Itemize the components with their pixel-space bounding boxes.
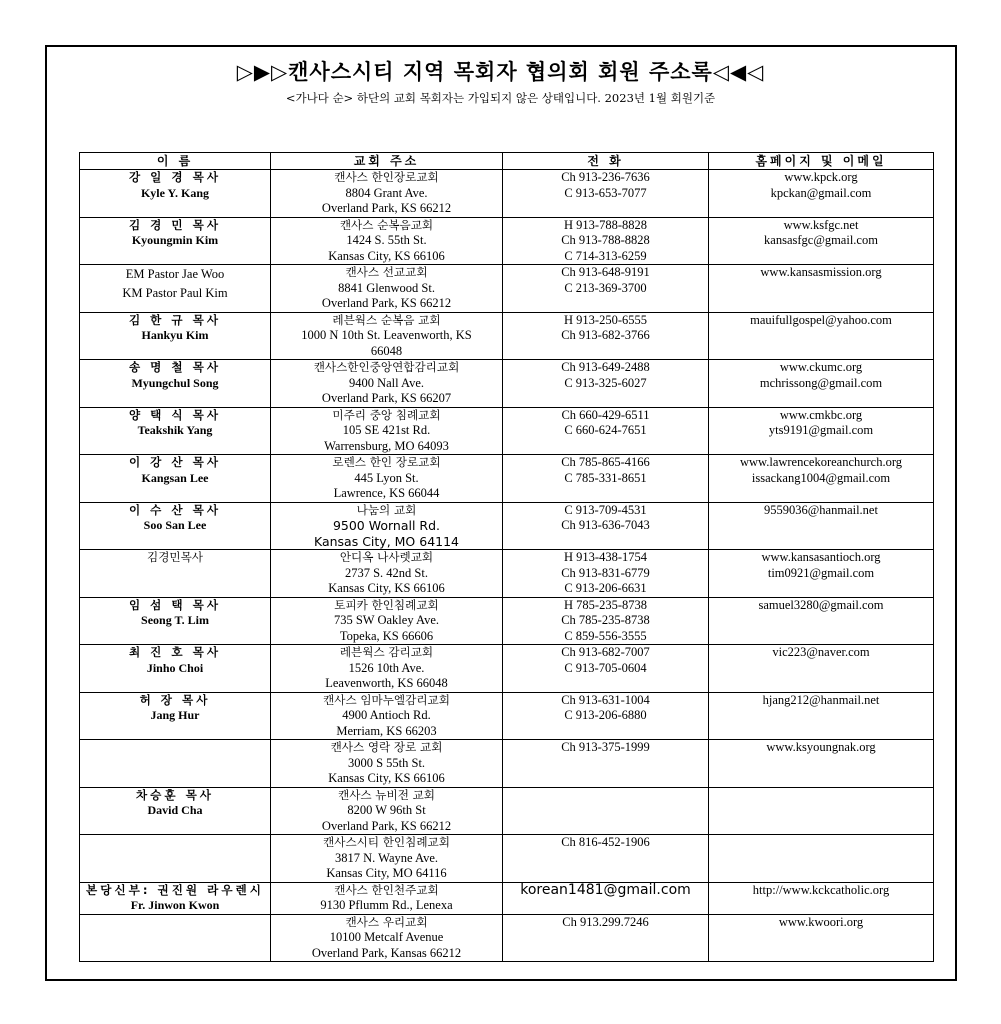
phone-cell: [503, 170, 709, 218]
name-cell: [80, 882, 271, 914]
pastor-name-english: David Cha: [147, 803, 203, 817]
church-cell: [271, 787, 503, 835]
pastor-name-korean: [82, 693, 268, 709]
phone-cell: [503, 740, 709, 788]
church-name: 캔사스한인중앙연합감리교회: [313, 360, 460, 374]
church-street: 4900 Antioch Rd.: [342, 708, 431, 722]
homepage-or-email: mauifullgospel@yahoo.com: [750, 312, 892, 327]
church-city: Merriam, KS 66203: [336, 723, 437, 738]
table-row: [80, 692, 934, 740]
phone-number: C 913-709-4531: [564, 502, 647, 517]
church-cell: [271, 740, 503, 788]
homepage-or-email: hjang212@hanmail.net: [762, 692, 880, 707]
homepage-or-email: www.ksfgc.net: [783, 217, 859, 232]
phone-number: Ch 913-648-9191: [561, 265, 650, 279]
church-name: 캔사스 한인천주교회: [334, 882, 439, 897]
phone-cell: [503, 835, 709, 883]
church-name: 캔사스시티 한인침례교회: [323, 835, 450, 849]
phone-number: Ch 913-788-8828: [561, 233, 650, 247]
name-cell: [80, 740, 271, 788]
phone-number: Ch 785-235-8738: [561, 613, 650, 627]
table-row: [80, 882, 934, 914]
church-street: 735 SW Oakley Ave.: [333, 613, 440, 627]
church-street: 1526 10th Ave.: [348, 660, 425, 675]
header-church-address: 교회 주소: [271, 153, 503, 170]
pastor-name-english: Seong T. Lim: [141, 613, 209, 627]
phone-number: Ch 913-649-2488: [561, 360, 650, 374]
page-title: ▷▶▷캔사스시티 지역 목회자 협의회 회원 주소록◁◀◁: [236, 60, 765, 84]
web-cell: [709, 265, 934, 313]
church-city: Overland Park, KS 66212: [321, 201, 452, 215]
church-cell: [271, 265, 503, 313]
church-cell: [271, 312, 503, 360]
page-subtitle: <가나다 순> 하단의 교회 목회자는 가입되지 않은 상태입니다. 2023년 1월 회원기준: [285, 91, 716, 105]
church-city: Overland Park, KS 66212: [321, 296, 452, 310]
church-name: 캔사스 뉴비전 교회: [338, 787, 435, 802]
phone-cell: [503, 360, 709, 408]
web-cell: [709, 217, 934, 265]
phone-number: C 660-624-7651: [564, 423, 647, 437]
web-cell: [709, 550, 934, 598]
pastor-name-english: Myungchul Song: [131, 375, 219, 390]
name-cell: [80, 217, 271, 265]
phone-number: C 913-206-6880: [564, 708, 647, 722]
church-city: Kansas City, MO 64116: [326, 866, 447, 880]
web-cell: [709, 502, 934, 550]
pastor-name-korean-text: 양 택 식 목사: [128, 407, 222, 422]
web-cell: [709, 914, 934, 962]
table-row: [80, 312, 934, 360]
homepage-or-email: www.cmkbc.org: [779, 407, 863, 422]
phone-number: C 913-206-6631: [564, 581, 647, 595]
phone-number: Ch 913.299.7246: [562, 914, 649, 929]
name-cell: [80, 312, 271, 360]
church-city: Kansas City, KS 66106: [328, 248, 445, 263]
church-cell: [271, 550, 503, 598]
pastor-name-korean: [82, 455, 268, 471]
pastor-name-korean-text: 송 명 철 목사: [128, 360, 222, 374]
homepage-or-email: http://www.kckcatholic.org: [752, 882, 890, 897]
pastor-name-english: Soo San Lee: [143, 518, 207, 532]
table-row: [80, 597, 934, 645]
name-cell: [80, 692, 271, 740]
web-cell: [709, 455, 934, 503]
header-homepage-email: 홈페이지 및 이메일: [709, 153, 934, 170]
phone-cell: [503, 550, 709, 598]
pastor-name: KM Pastor Paul Kim: [122, 286, 228, 300]
table-row: [80, 787, 934, 835]
web-cell: [709, 407, 934, 455]
church-name: 레븐웍스 순복음 교회: [332, 312, 441, 327]
phone-number: H 913-788-8828: [564, 217, 647, 232]
homepage-or-email: kansasfgc@gmail.com: [764, 233, 878, 247]
name-cell: [80, 265, 271, 313]
church-city: Leavenworth, KS 66048: [325, 676, 448, 690]
phone-number: Ch 913-831-6779: [561, 565, 650, 580]
web-cell: [709, 597, 934, 645]
name-cell: [80, 645, 271, 693]
homepage-or-email: www.ksyoungnak.org: [766, 740, 876, 754]
table-row: [80, 645, 934, 693]
phone-number: C 785-331-8651: [564, 470, 647, 485]
church-cell: [271, 692, 503, 740]
homepage-or-email: kpckan@gmail.com: [770, 185, 872, 200]
church-street: 10100 Metcalf Avenue: [329, 930, 444, 944]
web-cell: [709, 360, 934, 408]
church-street: 9130 Pflumm Rd., Lenexa: [320, 898, 453, 912]
pastor-name-korean-text: 임 섬 택 목사: [128, 597, 222, 612]
phone-cell: [503, 914, 709, 962]
name-cell: [80, 455, 271, 503]
phone-number: Ch 913-636-7043: [561, 518, 650, 532]
church-name: 로렌스 한인 장로교회: [332, 455, 441, 469]
pastor-name-english: Kyoungmin Kim: [131, 233, 219, 247]
pastor-name-korean-text: 최 진 호 목사: [128, 645, 222, 659]
homepage-or-email: issackang1004@gmail.com: [751, 470, 891, 485]
phone-cell: [503, 217, 709, 265]
pastor-name-korean-text: 본당신부: 권진원 라우렌시: [86, 882, 264, 897]
homepage-or-email: www.lawrencekoreanchurch.org: [739, 455, 903, 469]
name-cell: [80, 170, 271, 218]
pastor-name-korean: 김경민목사: [147, 550, 203, 564]
phone-number: Ch 913-375-1999: [561, 740, 650, 754]
homepage-or-email: vic223@naver.com: [772, 645, 870, 659]
church-street: 9400 Nall Ave.: [348, 375, 425, 390]
pastor-name-korean-text: 허 장 목사: [139, 692, 211, 707]
church-cell: [271, 914, 503, 962]
pastor-name-korean: [82, 218, 268, 234]
church-name: 캔사스 한인장로교회: [334, 170, 439, 184]
phone-number: Ch 913-682-3766: [561, 328, 650, 342]
church-street: 1000 N 10th St. Leavenworth, KS: [301, 328, 472, 342]
name-cell: [80, 914, 271, 962]
church-street: 8200 W 96th St: [347, 803, 426, 817]
table-row: [80, 265, 934, 313]
church-name: 캔사스 임마누엘감리교회: [323, 692, 450, 707]
pastor-name-korean: [82, 883, 268, 899]
church-city: Overland Park, KS 66207: [321, 391, 452, 405]
church-cell: [271, 455, 503, 503]
phone-cell: [503, 787, 709, 835]
homepage-or-email: www.ckumc.org: [779, 360, 863, 374]
church-cell: [271, 645, 503, 693]
web-cell: [709, 787, 934, 835]
table-row: [80, 360, 934, 408]
phone-number: Ch 913-682-7007: [561, 645, 650, 659]
homepage-or-email: samuel3280@gmail.com: [758, 597, 884, 612]
homepage-or-email: 9559036@hanmail.net: [764, 502, 878, 517]
pastor-name-english: Jinho Choi: [146, 660, 204, 675]
web-cell: [709, 170, 934, 218]
homepage-or-email: mchrissong@gmail.com: [759, 375, 883, 390]
header-name: 이 름: [80, 153, 271, 170]
church-street: 445 Lyon St.: [354, 470, 419, 485]
phone-cell: [503, 502, 709, 550]
name-cell: [80, 502, 271, 550]
pastor-name-korean-text: 김 한 규 목사: [128, 312, 222, 327]
homepage-or-email: www.kwoori.org: [778, 914, 864, 929]
church-name: 캔사스 영락 장로 교회: [330, 740, 443, 754]
pastor-name-korean-text: 차승훈 목사: [135, 787, 215, 802]
homepage-or-email: www.kansasantioch.org: [761, 550, 881, 564]
pastor-name-korean: [82, 408, 268, 424]
church-cell: [271, 360, 503, 408]
phone-number: Ch 913-631-1004: [561, 692, 650, 707]
phone-number: Ch 913-236-7636: [561, 170, 650, 184]
email-address: korean1481@gmail.com: [520, 881, 691, 898]
church-cell: [271, 407, 503, 455]
name-cell: [80, 597, 271, 645]
pastor-name: EM Pastor Jae Woo: [125, 267, 225, 281]
church-cell: [271, 835, 503, 883]
name-cell: [80, 835, 271, 883]
pastor-name-english: Kyle Y. Kang: [140, 185, 210, 200]
table-row: [80, 407, 934, 455]
phone-number: H 785-235-8738: [564, 597, 647, 612]
church-name: 안디옥 나사렛교회: [339, 550, 434, 564]
pastor-name-english: Hankyu Kim: [141, 328, 209, 342]
table-row: [80, 217, 934, 265]
name-cell: [80, 407, 271, 455]
phone-cell: [503, 312, 709, 360]
name-cell: [80, 360, 271, 408]
web-cell: [709, 882, 934, 914]
church-street: 9500 Wornall Rd.: [332, 518, 441, 533]
pastor-name-korean: [82, 503, 268, 519]
pastor-name-english: Kangsan Lee: [141, 470, 209, 485]
pastor-name-korean: [82, 788, 268, 804]
phone-number: C 714-313-6259: [564, 248, 647, 263]
church-name: 토피카 한인침례교회: [334, 597, 439, 612]
web-cell: [709, 312, 934, 360]
pastor-name-english: Jang Hur: [150, 708, 200, 722]
table-row: [80, 502, 934, 550]
table-row: [80, 550, 934, 598]
church-name: 나눔의 교회: [356, 502, 417, 517]
church-cell: [271, 217, 503, 265]
table-row: [80, 455, 934, 503]
church-city: Overland Park, KS 66212: [321, 818, 452, 833]
phone-number: H 913-438-1754: [564, 550, 647, 564]
church-street: 105 SE 421st Rd.: [342, 423, 431, 437]
homepage-or-email: www.kpck.org: [784, 170, 858, 184]
table-row: [80, 835, 934, 883]
church-street: 8804 Grant Ave.: [345, 185, 428, 200]
church-street: 3817 N. Wayne Ave.: [334, 850, 439, 865]
pastor-name-korean: [82, 313, 268, 329]
phone-cell: [503, 645, 709, 693]
pastor-name-korean-text: 김 경 민 목사: [128, 217, 222, 232]
table-row: [80, 170, 934, 218]
pastor-name-korean: [82, 170, 268, 186]
phone-cell: [503, 597, 709, 645]
church-cell: [271, 170, 503, 218]
church-name: 캔사스 선교교회: [345, 265, 428, 279]
phone-number: C 859-556-3555: [564, 628, 647, 643]
web-cell: [709, 835, 934, 883]
directory-table: [79, 152, 934, 962]
church-cell: [271, 882, 503, 914]
phone-number: H 913-250-6555: [564, 312, 647, 327]
church-street: 1424 S. 55th St.: [346, 233, 427, 247]
table-row: [80, 740, 934, 788]
phone-number: Ch 660-429-6511: [561, 407, 650, 422]
church-street: 2737 S. 42nd St.: [344, 565, 428, 580]
pastor-name-korean: [82, 598, 268, 614]
homepage-or-email: yts9191@gmail.com: [768, 423, 874, 437]
header-phone: 전 화: [503, 153, 709, 170]
table-header-row: [80, 153, 934, 170]
church-name: 캔사스 우리교회: [345, 914, 428, 929]
church-name: 캔사스 순복음교회: [339, 217, 434, 232]
pastor-name-korean: [82, 645, 268, 661]
church-name: 미주리 중앙 침례교회: [332, 407, 441, 422]
church-city: Kansas City, KS 66106: [328, 771, 445, 785]
church-name: 레븐웍스 감리교회: [339, 645, 434, 659]
table-row: [80, 914, 934, 962]
homepage-or-email: www.kansasmission.org: [760, 265, 882, 279]
church-cell: [271, 502, 503, 550]
phone-cell: [503, 692, 709, 740]
pastor-name-english: Teakshik Yang: [137, 423, 213, 437]
phone-cell: [503, 407, 709, 455]
phone-cell: [503, 265, 709, 313]
directory-body: [80, 170, 934, 962]
phone-number: C 913-325-6027: [564, 375, 647, 390]
name-cell: [80, 787, 271, 835]
phone-number: C 913-653-7077: [564, 185, 647, 200]
church-city: Overland Park, Kansas 66212: [311, 945, 462, 960]
web-cell: [709, 645, 934, 693]
church-street: 3000 S 55th St.: [347, 755, 426, 770]
church-city: Warrensburg, MO 64093: [324, 438, 449, 453]
phone-cell: [503, 882, 709, 914]
phone-number: Ch 816-452-1906: [561, 835, 650, 849]
pastor-name-korean-text: 강 일 경 목사: [128, 170, 222, 184]
church-city: Topeka, KS 66606: [339, 628, 434, 643]
pastor-name-english: Fr. Jinwon Kwon: [130, 898, 220, 912]
name-cell: [80, 550, 271, 598]
church-cell: [271, 597, 503, 645]
church-street: 8841 Glenwood St.: [338, 280, 435, 295]
church-city: 66048: [370, 343, 403, 358]
phone-number: C 213-369-3700: [564, 280, 647, 295]
web-cell: [709, 740, 934, 788]
phone-cell: [503, 455, 709, 503]
homepage-or-email: tim0921@gmail.com: [767, 565, 875, 580]
pastor-name-korean-text: 이 수 산 목사: [128, 502, 222, 517]
pastor-name-korean: [82, 360, 268, 376]
church-city: Kansas City, MO 64114: [313, 533, 460, 549]
church-city: Kansas City, KS 66106: [328, 581, 445, 595]
pastor-name-korean-text: 이 강 산 목사: [128, 455, 222, 469]
phone-number: Ch 785-865-4166: [561, 455, 650, 469]
phone-number: C 913-705-0604: [564, 660, 647, 675]
web-cell: [709, 692, 934, 740]
church-city: Lawrence, KS 66044: [333, 486, 440, 500]
